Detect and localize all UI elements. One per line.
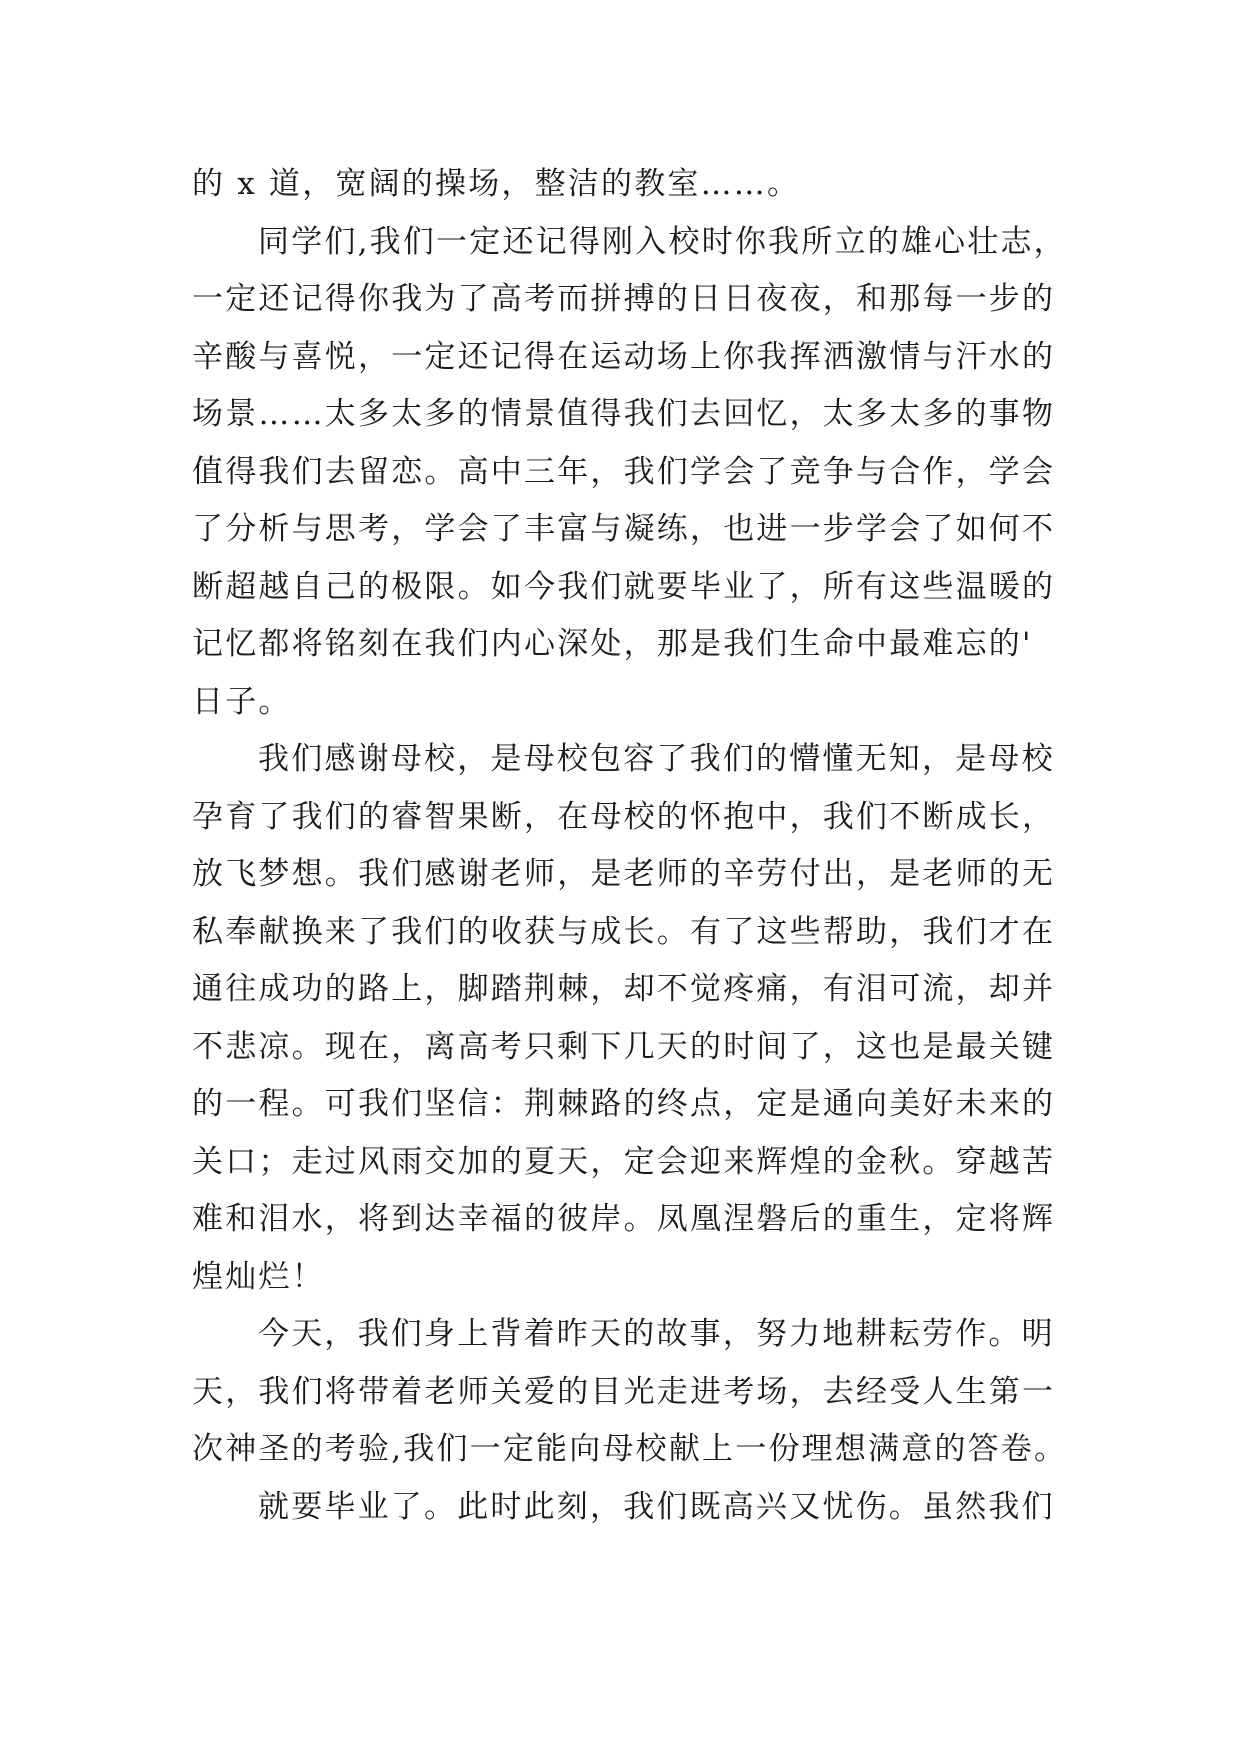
text-line: 天，我们将带着老师关爱的目光走进考场，去经受人生第一 [192,1373,1056,1410]
text-line: 次神圣的考验,我们一定能向母校献上一份理想满意的答卷。 [192,1431,1068,1467]
text-line: 关口；走过风雨交加的夏天，定会迎来辉煌的金秋。穿越苦 [192,1143,1056,1180]
paragraph-first-line: 我们感谢母校，是母校包容了我们的懵懂无知，是母校 [258,741,1055,777]
text-line: 辛酸与喜悦，一定还记得在运动场上你我挥洒激情与汗水的 [192,338,1056,375]
text-line: 断超越自己的极限。如今我们就要毕业了，所有这些温暖的 [192,568,1056,605]
paragraph-first-line: 今天，我们身上背着昨天的故事，努力地耕耘劳作。明 [258,1316,1055,1352]
text-line: 场景……太多太多的情景值得我们去回忆，太多太多的事物 [192,396,1056,432]
text-line: 煌灿烂！ [192,1258,325,1295]
text-line: 日子。 [192,683,292,720]
text-line: 的 x 道，宽阔的操场，整洁的教室……。 [192,166,801,202]
body-text [192,156,1072,1536]
text-line: 一定还记得你我为了高考而拼搏的日日夜夜，和那每一步的 [192,281,1056,317]
text-line: 了分析与思考，学会了丰富与凝练，也进一步学会了如何不 [192,511,1056,547]
text-line: 通往成功的路上，脚踏荆棘，却不觉疼痛，有泪可流，却并 [192,971,1056,1007]
text-line: 的一程。可我们坚信：荆棘路的终点，定是通向美好未来的 [192,1086,1056,1122]
text-line: 记忆都将铭刻在我们内心深处，那是我们生命中最难忘的' [192,626,1033,662]
text-line: 值得我们去留恋。高中三年，我们学会了竞争与合作，学会 [192,453,1056,490]
text-line: 私奉献换来了我们的收获与成长。有了这些帮助，我们才在 [192,913,1056,950]
text-line: 孕育了我们的睿智果断，在母校的怀抱中，我们不断成长， [192,798,1056,835]
text-line: 放飞梦想。我们感谢老师，是老师的辛劳付出，是老师的无 [192,856,1056,892]
text-line: 不悲凉。现在，离高考只剩下几天的时间了，这也是最关键 [192,1028,1056,1065]
paragraph-first-line: 就要毕业了。此时此刻，我们既高兴又忧伤。虽然我们 [258,1488,1055,1525]
paragraph-first-line: 同学们,我们一定还记得刚入校时你我所立的雄心壮志， [258,223,1067,260]
text-line: 难和泪水，将到达幸福的彼岸。凤凰涅磐后的重生，定将辉 [192,1201,1056,1237]
